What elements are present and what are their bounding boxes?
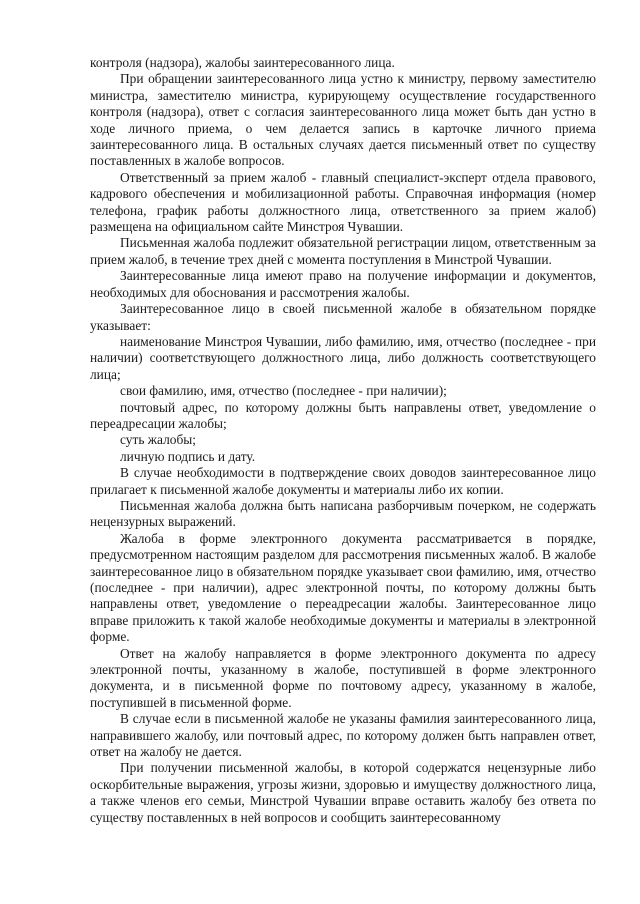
list-item: наименование Минстроя Чувашии, либо фамилию, имя, отчество (последнее - при наличии) соответствующего должностного лица, либо должность соответствующего лица; (90, 333, 596, 382)
document-body (90, 55, 596, 826)
list-item: личную подпись и дату. (120, 448, 256, 464)
list-item: почтовый адрес, по которому должны быть направлены ответ, уведомление о переадресации жалобы; (90, 399, 596, 431)
paragraph: При обращении заинтересованного лица устно к министру, первому заместителю министра, заместителю министра, курирующему осуществление государственного контроля (надзора), ответ с согласия заинтересованного лица может быть дан устно в ходе личного приема, о чем делается запись в карточке личного приема заинтересованного лица. В остальных случаях дается письменный ответ по существу поставленных в жалобе вопросов. (90, 71, 596, 169)
paragraph: контроля (надзора), жалобы заинтересованного лица. (90, 55, 395, 70)
paragraph: Заинтересованные лица имеют право на получение информации и документов, необходимых для обоснования и рассмотрения жалобы. (90, 268, 596, 300)
paragraph: При получении письменной жалобы, в которой содержатся нецензурные либо оскорбительные выражения, угрозы жизни, здоровью и имуществу должностного лица, а также членов его семьи, Минстрой Чувашии вправе оставить жалобу без ответа по существу поставленных в ней вопросов и сообщить заинтересованному (90, 760, 596, 825)
paragraph: Ответ на жалобу направляется в форме электронного документа по адресу электронной почты, указанному в жалобе, поступившей в форме электронного документа, и в письменной форме по почтовому адресу, указанному в жалобе, поступившей в письменной форме. (90, 645, 596, 710)
paragraph: Письменная жалоба должна быть написана разборчивым почерком, не содержать нецензурных выражений. (90, 497, 596, 530)
paragraph: Письменная жалоба подлежит обязательной регистрации лицом, ответственным за прием жалоб, в течение трех дней с момента поступления в Минстрой Чувашии. (90, 235, 596, 267)
paragraph: Ответственный за прием жалоб - главный специалист-эксперт отдела правового, кадрового обеспечения и мобилизационной работы. Справочная информация (номер телефона, график работы должностного лица, ответственного за прием жалоб) размещена на официальном сайте Минстроя Чувашии. (90, 169, 596, 235)
paragraph: Заинтересованное лицо в своей письменной жалобе в обязательном порядке указывает: (90, 301, 596, 333)
list-item: свои фамилию, имя, отчество (последнее - при наличии); (120, 383, 447, 399)
paragraph: В случае если в письменной жалобе не указаны фамилия заинтересованного лица, направившего жалобу, или почтовый адрес, по которому должен быть направлен ответ, ответ на жалобу не дается. (90, 711, 596, 760)
paragraph: Жалоба в форме электронного документа рассматривается в порядке, предусмотренном настоящим разделом для рассмотрения письменных жалоб. В жалобе заинтересованное лицо в обязательном порядке указывает свои фамилию, имя, отчество (последнее - при наличии), адрес электронной почты, по которому должны быть направлены ответ, уведомление о переадресации жалобы. Заинтересованное лицо вправе приложить к такой жалобе необходимые документы и материалы в электронной форме. (90, 530, 596, 645)
list-item: суть жалобы; (120, 432, 196, 448)
paragraph: В случае необходимости в подтверждение своих доводов заинтересованное лицо прилагает к письменной жалобе документы и материалы либо их копии. (90, 465, 596, 497)
